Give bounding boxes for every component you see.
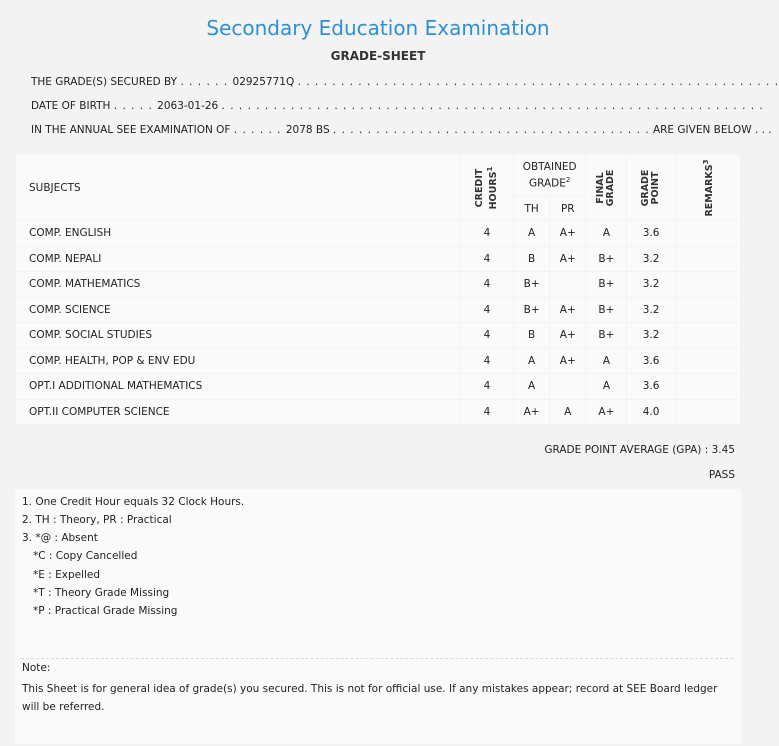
header-remarks: REMARKS$^3$ (675, 155, 740, 221)
subject-cell: COMP. ENGLISH (16, 221, 461, 247)
footnote-expelled: *E : Expelled (33, 569, 101, 581)
remarks-cell (675, 221, 740, 247)
th-grade-cell: A+ (514, 399, 550, 425)
final-grade-cell: B+ (586, 272, 627, 298)
secured-by-line: THE GRADE(S) SECURED BY . . . . . . 02925771Q . . . . . . . . . . . . . . . . . . . . . . . . . . . . . . . . . . . . . . . . . . . . . . . . . . . . . . . . (31, 76, 779, 88)
pr-grade-cell: A+ (550, 323, 586, 349)
credit-cell: 4 (460, 221, 513, 247)
final-grade-cell: A (586, 221, 627, 247)
remarks-cell (675, 374, 740, 400)
symbol-number: 02925771Q (232, 76, 295, 88)
credit-cell: 4 (460, 297, 513, 323)
pr-grade-cell: A (550, 399, 586, 425)
grade-point-cell: 3.2 (627, 272, 675, 298)
th-grade-cell: B (514, 323, 550, 349)
exam-line: IN THE ANNUAL SEE EXAMINATION OF . . . . . . 2078 BS . . . . . . . . . . . . . . . . . . . . . . . . . . . . . . . . . . . . . ARE GIVEN BELOW . . . (31, 124, 772, 136)
subject-cell: OPT.II COMPUTER SCIENCE (16, 399, 461, 425)
th-grade-cell: A (514, 221, 550, 247)
credit-cell: 4 (460, 399, 513, 425)
grade-point-cell: 3.2 (627, 297, 675, 323)
note-text: This Sheet is for general idea of grade(s) you secured. This is not for official use. If any mistakes appear; record at SEE Board ledger will be referred. (22, 683, 718, 713)
subject-cell: OPT.I ADDITIONAL MATHEMATICS (16, 374, 461, 400)
footnote-copy-cancelled: *C : Copy Cancelled (33, 550, 138, 562)
footnote-2: 2. TH : Theory, PR : Practical (22, 514, 172, 526)
remarks-cell (675, 272, 740, 298)
header-final-grade: FINAL GRADE (586, 155, 627, 221)
exam-label: IN THE ANNUAL SEE EXAMINATION OF (31, 124, 231, 136)
header-th: TH (514, 197, 550, 221)
grade-point-cell: 3.2 (627, 323, 675, 349)
table-row (16, 323, 741, 349)
table-row (16, 399, 741, 425)
remarks-cell (675, 246, 740, 272)
table-row (16, 246, 741, 272)
footnote-3: 3. *@ : Absent (22, 532, 98, 544)
remarks-cell (675, 297, 740, 323)
pr-grade-cell: A+ (550, 297, 586, 323)
credit-cell: 4 (460, 348, 513, 374)
table-row (16, 221, 741, 247)
page-title: Secondary Education Examination (206, 16, 550, 40)
footnote-practical-missing: *P : Practical Grade Missing (33, 605, 178, 617)
credit-cell: 4 (460, 246, 513, 272)
th-grade-cell: A (514, 348, 550, 374)
dob-line: DATE OF BIRTH . . . . . 2063-01-26 . . . . . . . . . . . . . . . . . . . . . . . . . . . . . . . . . . . . . . . . . . . . . . . . . . . . . . . . . . . . . . . (31, 100, 764, 112)
header-subjects: SUBJECTS (16, 155, 461, 221)
th-grade-cell: B+ (514, 272, 550, 298)
final-grade-cell: A (586, 374, 627, 400)
dob-value: 2063-01-26 (157, 100, 219, 112)
remarks-cell (675, 399, 740, 425)
pr-grade-cell: A+ (550, 246, 586, 272)
grade-point-cell: 3.6 (627, 348, 675, 374)
footnote-theory-missing: *T : Theory Grade Missing (33, 587, 170, 599)
pr-grade-cell: A+ (550, 348, 586, 374)
table-row (16, 374, 741, 400)
gpa-value: 3.45 (711, 444, 735, 456)
final-grade-cell: A+ (586, 399, 627, 425)
final-grade-cell: B+ (586, 297, 627, 323)
header-obtained-grade: OBTAINED GRADE$^2$ (514, 155, 586, 197)
final-grade-cell: B+ (586, 323, 627, 349)
note-label: Note: (22, 662, 51, 674)
th-grade-cell: A (514, 374, 550, 400)
pr-grade-cell (550, 272, 586, 298)
pr-grade-cell: A+ (550, 221, 586, 247)
grade-point-cell: 3.6 (627, 374, 675, 400)
final-grade-cell: A (586, 348, 627, 374)
page-subtitle: GRADE-SHEET (330, 49, 426, 63)
result-status: PASS (708, 469, 735, 481)
header-grade-point: GRADE POINT (627, 155, 675, 221)
table-row (16, 348, 741, 374)
grade-point-cell: 3.2 (627, 246, 675, 272)
grade-table (15, 154, 741, 425)
header-pr: PR (550, 197, 586, 221)
remarks-cell (675, 348, 740, 374)
subject-cell: COMP. MATHEMATICS (16, 272, 461, 298)
pr-grade-cell (550, 374, 586, 400)
subject-cell: COMP. SCIENCE (16, 297, 461, 323)
credit-cell: 4 (460, 374, 513, 400)
final-grade-cell: B+ (586, 246, 627, 272)
gpa-line (544, 444, 735, 456)
table-row (16, 272, 741, 298)
remarks-cell (675, 323, 740, 349)
gpa-label: GRADE POINT AVERAGE (GPA) : (544, 444, 709, 456)
credit-cell: 4 (460, 323, 513, 349)
exam-year: 2078 BS (285, 124, 330, 136)
subject-cell: COMP. HEALTH, POP & ENV EDU (16, 348, 461, 374)
credit-cell: 4 (460, 272, 513, 298)
table-row (16, 297, 741, 323)
grade-point-cell: 3.6 (627, 221, 675, 247)
secured-by-label: THE GRADE(S) SECURED BY (31, 76, 178, 88)
subject-cell: COMP. NEPALI (16, 246, 461, 272)
given-below-text: ARE GIVEN BELOW . . . (652, 124, 772, 136)
grade-point-cell: 4.0 (627, 399, 675, 425)
footnote-1: 1. One Credit Hour equals 32 Clock Hours. (22, 496, 245, 508)
dob-label: DATE OF BIRTH (31, 100, 111, 112)
th-grade-cell: B+ (514, 297, 550, 323)
subject-cell: COMP. SOCIAL STUDIES (16, 323, 461, 349)
th-grade-cell: B (514, 246, 550, 272)
note-divider (21, 658, 733, 659)
header-credit-hours: CREDIT HOURS$^1$ (460, 155, 513, 221)
